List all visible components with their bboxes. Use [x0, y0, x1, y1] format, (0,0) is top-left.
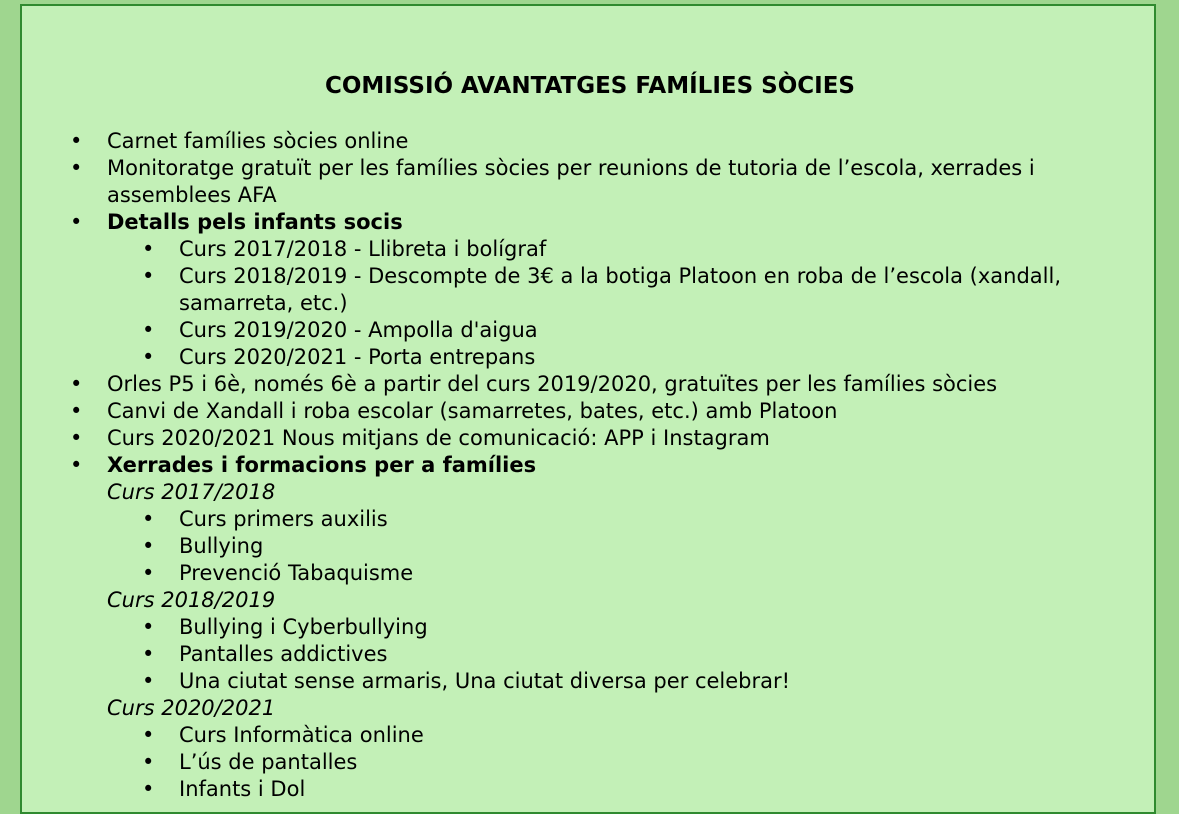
list-item	[22, 452, 1158, 479]
sub-list-item	[22, 776, 1158, 803]
bullet-icon: •	[70, 372, 83, 396]
sub-list-item	[22, 668, 1158, 695]
sub-list-item	[22, 506, 1158, 533]
list-item	[22, 155, 1158, 182]
section-subheading	[22, 479, 1158, 506]
list-item	[22, 371, 1158, 398]
list-item-text: Una ciutat sense armaris, Una ciutat diversa per celebrar!	[179, 669, 791, 693]
sub-list-item	[22, 560, 1158, 587]
list-item-text: Xerrades i formacions per a famílies	[107, 453, 537, 477]
section-subheading	[22, 587, 1158, 614]
list-item-continuation	[22, 290, 1158, 317]
sub-list-item	[22, 641, 1158, 668]
list-item-text: Infants i Dol	[179, 777, 306, 801]
bullet-icon: •	[142, 318, 155, 342]
list-item-text: Curs 2018/2019 - Descompte de 3€ a la botiga Platoon en roba de l’escola (xandall,	[179, 264, 1062, 288]
bullet-icon: •	[142, 345, 155, 369]
subheading-text: Curs 2018/2019	[107, 588, 276, 612]
sub-list-item	[22, 236, 1158, 263]
bullet-icon: •	[142, 534, 155, 558]
bullet-icon: •	[142, 264, 155, 288]
bullet-icon: •	[142, 669, 155, 693]
list-item-text: Curs 2020/2021 Nous mitjans de comunicació: APP i Instagram	[107, 426, 770, 450]
bullet-icon: •	[70, 399, 83, 423]
bullet-icon: •	[142, 561, 155, 585]
sub-list-item	[22, 263, 1158, 290]
list-item-text: Curs primers auxilis	[179, 507, 388, 531]
subheading-text: Curs 2020/2021	[107, 696, 276, 720]
list-item-text: assemblees AFA	[107, 183, 277, 207]
bullet-icon: •	[142, 507, 155, 531]
list-item-text: Prevenció Tabaquisme	[179, 561, 414, 585]
sub-list-item	[22, 722, 1158, 749]
bullet-icon: •	[142, 750, 155, 774]
bullet-icon: •	[70, 129, 83, 153]
sub-list-item	[22, 614, 1158, 641]
subheading-text: Curs 2017/2018	[107, 480, 276, 504]
list-item	[22, 425, 1158, 452]
document-panel	[20, 4, 1156, 814]
list-item-text: L’ús de pantalles	[179, 750, 358, 774]
bullet-icon: •	[142, 777, 155, 801]
bullet-icon: •	[142, 642, 155, 666]
bullet-icon: •	[142, 723, 155, 747]
list-item-text: Curs Informàtica online	[179, 723, 424, 747]
bullet-icon: •	[142, 615, 155, 639]
list-item-text: samarreta, etc.)	[179, 291, 348, 315]
list-item-text: Curs 2019/2020 - Ampolla d'aigua	[179, 318, 538, 342]
page-title: COMISSIÓ AVANTATGES FAMÍLIES SÒCIES	[324, 73, 856, 99]
list-item	[22, 128, 1158, 155]
list-item-text: Detalls pels infants socis	[107, 210, 403, 234]
list-item-continuation	[22, 182, 1158, 209]
section-subheading	[22, 695, 1158, 722]
list-item-text: Carnet famílies sòcies online	[107, 129, 409, 153]
list-item-text: Pantalles addictives	[179, 642, 388, 666]
sub-list-item	[22, 533, 1158, 560]
list-item	[22, 398, 1158, 425]
list-item-text: Bullying	[179, 534, 264, 558]
sub-list-item	[22, 749, 1158, 776]
benefits-list	[22, 128, 1158, 803]
sub-list-item	[22, 344, 1158, 371]
list-item-text: Orles P5 i 6è, només 6è a partir del curs 2019/2020, gratuïtes per les famílies sòcies	[107, 372, 998, 396]
bullet-icon: •	[142, 237, 155, 261]
list-item-text: Curs 2017/2018 - Llibreta i bolígraf	[179, 237, 547, 261]
bullet-icon: •	[70, 156, 83, 180]
sub-list-item	[22, 317, 1158, 344]
list-item-text: Bullying i Cyberbullying	[179, 615, 428, 639]
list-item	[22, 209, 1158, 236]
list-item-text: Curs 2020/2021 - Porta entrepans	[179, 345, 536, 369]
list-item-text: Canvi de Xandall i roba escolar (samarretes, bates, etc.) amb Platoon	[107, 399, 838, 423]
list-item-text: Monitoratge gratuït per les famílies sòcies per reunions de tutoria de l’escola, xerrades i	[107, 156, 1035, 180]
bullet-icon: •	[70, 426, 83, 450]
bullet-icon: •	[70, 210, 83, 234]
bullet-icon: •	[70, 453, 83, 477]
